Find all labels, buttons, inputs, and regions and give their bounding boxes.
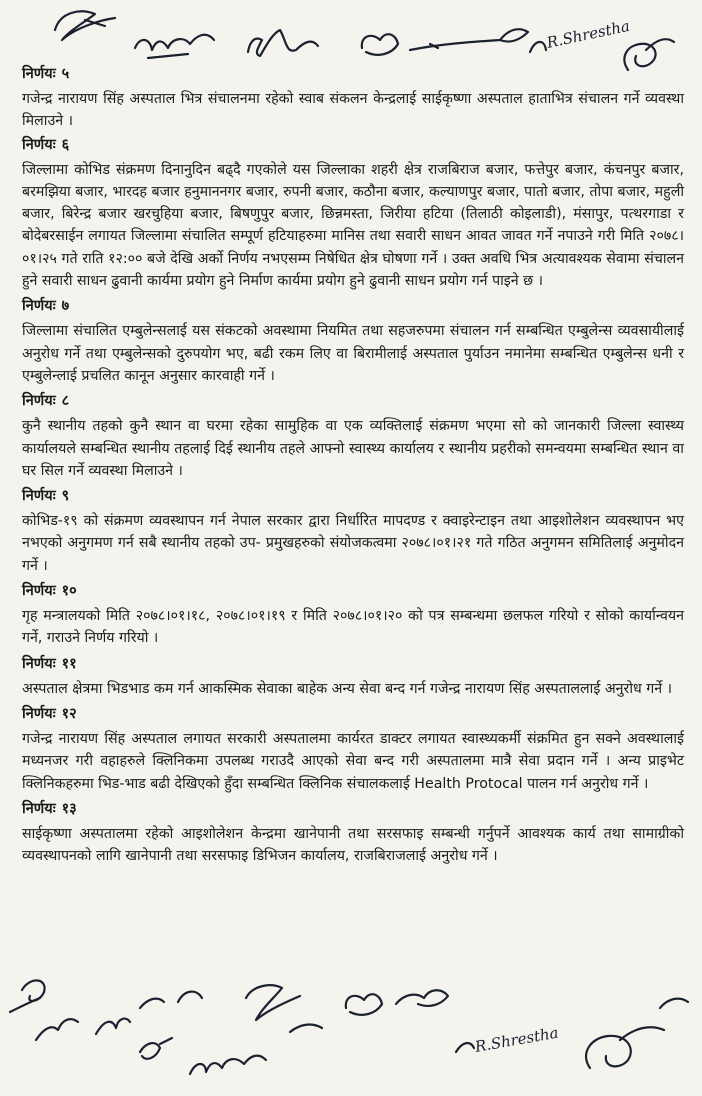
decision-label: निर्णयः [22,298,56,315]
signature-1 [55,11,115,40]
decision-number: १३ [61,800,77,817]
signature-3 [248,30,318,56]
decision-9 [22,486,684,577]
decision-label: निर्णयः [22,800,56,817]
decision-number: ९ [61,488,70,505]
decision-5 [22,64,684,133]
decision-text: गजेन्द्र नारायण सिंह अस्पताल लगायत सरकारी अस्पतालमा कार्यरत डाक्टर लगायत स्वास्थ्यकर्मी संक्रमित हुन सक्ने अवस्थालाई मध्यनजर गरी वहाहरुले क्लिनिकमा उपलब्ध गराउदै आएको सेवा बन्द गरी अस्पतालमा मात्रै सेवा प्रदान गर्ने । अन्य प्राइभेट क्लिनिकहरुमा भिड-भाड बढी देखिएको हुँदा सम्बन्धित क्लिनिक संचालकलाई Health Protocal पालन गर्न अनुरोध गर्ने । [22,730,684,792]
signature-10 [190,1056,266,1074]
decision-number: ११ [61,655,77,672]
decision-text: गृह मन्त्रालयको मिति २०७८।०१।१८, २०७८।०१।१९ र मिति २०७८।०१।२० को पत्र सम्बन्धमा छलफल गरियो र सोको कार्यान्वयन गर्ने, गराउने निर्णय गरियो । [22,608,684,647]
decision-label: निर्णयः [22,583,56,600]
signature-name-bottom: R.Shrestha [473,1023,560,1056]
signature-12 [346,990,448,1015]
decision-12 [22,704,684,795]
decision-heading [22,486,684,506]
signature-14 [586,999,688,1068]
signature-11 [246,985,322,1032]
decision-7 [22,296,684,387]
decision-label: निर्णयः [22,393,56,410]
decision-6 [22,135,684,293]
decision-heading [22,391,684,411]
decision-13 [22,799,684,868]
signature-7 [10,980,78,1040]
decision-text: गजेन्द्र नारायण सिंह अस्पताल भित्र संचालनमा रहेको स्वाब संकलन केन्द्रलाई साईकृष्णा अस्पताल हाताभित्र संचालन गर्ने व्यवस्था मिलाउने । [22,91,684,130]
signature-2 [135,35,214,58]
decision-number: १० [61,583,77,600]
decision-number: ५ [61,66,70,82]
decision-heading [22,135,684,155]
decision-11 [22,654,684,700]
decision-10 [22,581,684,650]
decision-text: जिल्लामा संचालित एम्बुलेन्सलाई यस संकटको अवस्थामा नियमित तथा सहजरुपमा संचालन गर्न सम्बन्धित एम्बुलेन्स व्यवसायीलाई अनुरोध गर्ने तथा एम्बुलेन्सको दुरुपयोग भए, बढी रकम लिए वा बिरामीलाई अस्पताल पुर्याउन नमानेमा सम्बन्धित एम्बुलेन्स धनी र एम्बुलेन्लाई प्रचलित कानून अनुसार कारवाही गर्ने । [22,323,684,384]
decision-label: निर्णयः [22,705,56,722]
decision-label: निर्णयः [22,655,56,672]
decision-text: साईकृष्णा अस्पतालमा रहेको आइशोलेशन केन्द्रमा खानेपानी तथा सरसफाइ सम्बन्धी गर्नुपर्ने आवश्यक कार्य तथा सामाग्रीको व्यवस्थापनको लागि खानेपानी तथा सरसफाइ डिभिजन कार्यालय, राजबिराजलाई अनुरोध गर्ने । [22,825,684,865]
decision-text: कुनै स्थानीय तहको कुनै स्थान वा घरमा रहेका सामुहिक वा एक व्यक्तिलाई संक्रमण भएमा सो को जानकारी जिल्ला स्वास्थ्य कार्यालयले सम्बन्धित स्थानीय तहलाई दिई स्थानीय तहले आफ्नो स्वास्थ्य कार्यालय र स्थानीय प्रहरीको समन्वयमा सम्बन्धित स्थान वा घर सिल गर्ने व्यवस्था मिलाउने । [22,418,684,479]
decision-number: ८ [61,393,70,410]
signature-4 [362,29,528,55]
decision-text: अस्पताल क्षेत्रमा भिडभाड कम गर्न आकस्मिक सेवाका बाहेक अन्य सेवा बन्द गर्न गजेन्द्र नारायण सिंह अस्पताललाई अनुरोध गर्ने । [22,680,672,697]
decisions-document [22,62,684,871]
signatures-bottom [0,968,702,1096]
decision-label: निर्णयः [22,488,56,505]
signature-13 [456,1024,560,1057]
decision-text: जिल्लामा कोभिड संक्रमण दिनानुदिन बढ्दै गएकोले यस जिल्लाका शहरी क्षेत्र राजबिराज बजार, फत्तेपुर बजार, कंचनपुर बजार, बरमझिया बजार, भारदह बजार हनुमाननगर बजार, रुपनी बजार, कठौना बजार, कल्याणपुर बजार, पातो बजार, तोपा बजार, महुली बजार, बिरेन्द्र बजार खरचुहिया बजार, बिषणुपुर बजार, छिन्नमस्ता, जिरीया हटिया (तिलाठी कोइलाडी), मंसापुर, पत्थरगाडा र बोदेबरसाईन लगायत जिल्लामा संचालित सम्पूर्ण हटियाहरुमा मानिस तथा सवारी साधन आवत जावत गर्ने नपाउने गरी मिति २०७८।०१।२५ गते राति १२:०० बजे देखि अर्को निर्णय नभएसम्म निषेधित क्षेत्र घोषणा गर्ने । उक्त अवधि भित्र अत्यावश्यक सेवामा संचालन हुने सवारी साधन ढुवानी कार्यमा प्रयोग हुने निर्माण कार्यमा प्रयोग हुने ढुवानी साधन प्रयोग गर्न पाइने छ । [22,161,684,290]
decision-heading [22,64,684,84]
signature-8 [96,999,164,1034]
signature-name-top: R.Shrestha [545,16,632,52]
decision-8 [22,391,684,482]
decision-label: निर्णयः [22,66,56,82]
signature-9 [140,992,202,1059]
signature-5 [530,17,631,52]
decision-text: कोभिड-१९ को संक्रमण व्यवस्थापन गर्न नेपाल सरकार द्वारा निर्धारित मापदण्ड र क्वाइरेन्टाइन तथा आइशोलेशन व्यवस्थापन भए नभएको अनुगमण गर्न सबै स्थानीय तहको उप- प्रमुखहरुको संयोजकत्वमा २०७८।०१।२१ गते गठित अनुगमन समितिलाई अनुमोदन गर्ने । [22,513,684,574]
decision-heading [22,704,684,724]
decision-number: १२ [61,705,77,722]
decision-number: ६ [61,136,70,153]
decision-heading [22,581,684,601]
decision-heading [22,799,684,819]
decision-heading [22,654,684,674]
decision-number: ७ [61,298,70,315]
decision-heading [22,296,684,316]
decision-label: निर्णयः [22,136,56,153]
